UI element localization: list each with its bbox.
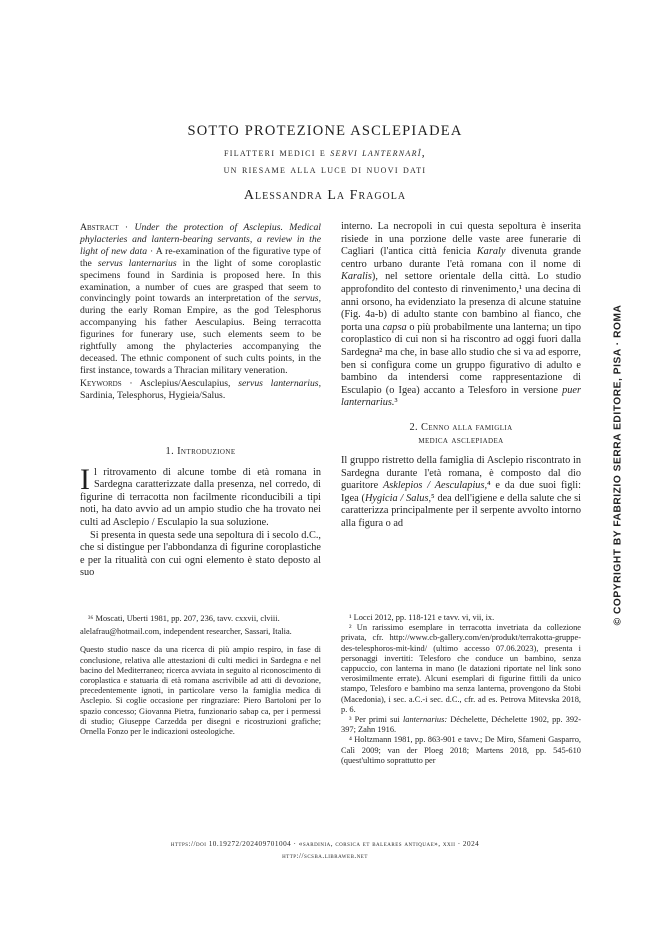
abstract-text: in the light of some coroplastic specimens found in Sardinia is proposed here. In this examination, a number of cues are grasped that seem to convincingly point towards an interpretation of the	[80, 257, 322, 305]
footnote-36: ³⁶ Moscati, Uberti 1981, pp. 207, 236, tavv. cxxvii, clviii.	[88, 614, 280, 623]
body-paragraph	[341, 221, 581, 410]
abstract-separator: ·	[118, 222, 135, 233]
footnote-2: ² Un rarissimo esemplare in terracotta invetriata da collezione privata, cfr. http://www.cb-gallery.com/en/produkt/terrakotta-gruppe-des-telesphoros-mit-kind/ (ultimo accesso 07.06.2023), presenta i personaggi invertiti: Telesforo che conduce un bambino, senza cappuccio, con lanterna in mano (le datazioni riportate nel link sono verosimilmente errate). Alcuni esemplari di figurine fittili da unico stampo, Telesforo e bambino ma senza lanterna, provengono da Stobi (Macedonia), i sec. a.C.-i sec. d.C., cfr. ad es. Petrova Mitevska 2018, p. 6.	[341, 623, 581, 714]
text: ³	[394, 397, 398, 409]
subtitle-part: filatteri medici e	[224, 147, 331, 159]
keywords-label: Keywords	[80, 377, 122, 389]
acknowledgements-note: Questo studio nasce da una ricerca di più ampio respiro, in fase di conclusione, relativa alle attestazioni di culti medici in Sardegna e nel bacino del Mediterraneo; ricerca avviata in seguito al riconoscimento di coroplastica e statuaria di età romana ascrivibile ad atti di devozione, precedentemente ignoti, in particolare verso la famiglia medica di Asclepio. Si coglie occasione per ringraziare: Piero Bartoloni per lo spazio concesso; Giovanna Pietra, funzionario sabap ca, per i permessi di studio; Giuseppe Carzedda per disegni e ricostruzioni grafiche; Ornella Fonzo per le indicazioni osteologiche.	[80, 645, 321, 737]
text-italic: Karalis	[341, 271, 372, 283]
abstract-label: Abstract	[80, 222, 119, 233]
left-column	[80, 446, 321, 580]
text-italic: capsa	[382, 321, 407, 333]
abstract-italic: servus,	[293, 293, 321, 305]
text: o più probabilmente una lanterna; un tipo coroplastico di cui non si ha riscontro ad oggi fuori dalla Sardegna² ma che, in base allo studio che si va ad esporre, ben si configura come un gruppo figurativo di adulto e bambino da intendersi come rappresentazione di Esculapio (o Igea) accanto a Telesforo in versione	[341, 321, 581, 396]
abstract-italic: servus lanternarius	[97, 257, 177, 269]
text-italic: Karaly	[476, 246, 506, 258]
keywords-text: · Asclepius/Aesculapius,	[121, 377, 239, 389]
text-italic: Hygicia / Salus,	[365, 492, 432, 504]
abstract	[80, 222, 321, 402]
author-name: Alessandra La Fragola	[243, 188, 407, 203]
intro-paragraph-2: Si presenta in questa sede una sepoltura di i secolo d.C., che si distingue per l'abbondanza di figurine coroplastiche e per la ritualità con cui ogni elemento è stato deposto al suo	[80, 529, 321, 579]
section-heading-introduzione: 1. Introduzione	[165, 446, 236, 457]
abstract-english-title: Under the protection of Asclepius. Medical phylacteries and lantern-bearing servants, a review in the light of new data	[80, 222, 322, 257]
text: divenuta grande centro urbano durante l'età romana con il nome di	[341, 246, 581, 270]
text-italic: lanternarius:	[402, 715, 448, 725]
footer-doi-line: https://doi 10.19272/202409701004 · «sardinia, corsica et baleares antiquae», xxii · 2024	[170, 840, 480, 848]
copyright-text: © COPYRIGHT BY FABRIZIO SERRA EDITORE, PISA · ROMA	[612, 304, 624, 626]
footnote-3	[341, 715, 581, 735]
subtitle-italic-part: servi lanternarî,	[330, 147, 426, 159]
author-affiliation: alelafrau@hotmail.com, independent researcher, Sassari, Italia.	[80, 627, 292, 637]
abstract-text: during the early Roman Empire, as the god Telesphorus accompanying his father Aesculapius. Being terracotta figurines for funerary use, such elements seem to be rightfully among the phylacteries accompanying the deceased. The ethnic component of such cults points, in the first instance, towards a Thracian military veneration.	[80, 305, 321, 376]
footnote-4: ⁴ Holtzmann 1981, pp. 863-901 e tavv.; De Miro, Sfameni Gasparro, Calì 2009; van der Ploeg 2018; Martens 2018, pp. 545-610 (quest'ultimo soprattutto per	[341, 735, 581, 765]
body-paragraph-2	[341, 455, 581, 531]
text: ⁴ e da due suoi figli: Igea (	[341, 480, 581, 504]
abstract-text: · A re-examination of the figurative type of the	[80, 245, 321, 269]
text: ⁵ dea dell'igiene e della salute che si caratterizza principalmente per il serpente avvolto intorno alla figura o ad	[341, 492, 581, 530]
text-italic: puer lanternarius.	[341, 384, 581, 409]
text: Déchelette, Déchelette 1902, pp. 392-397; Zahn 1916.	[341, 715, 581, 735]
text-italic: Asklepios / Aesculapius,	[382, 480, 488, 492]
drop-cap: I	[80, 462, 90, 496]
right-footnotes	[341, 613, 581, 766]
keywords	[80, 378, 321, 402]
article-title: SOTTO PROTEZIONE ASCLEPIADEA	[187, 123, 463, 139]
text: ), nel settore orientale della città. Lo studio approfondito del contesto di rinvenimento,¹ una decina di anni orsono, ha evidenziato la presenza di alcune statuine (Fig. 4a-b) di adulto stante con bambino al fianco, che porta una	[341, 271, 581, 333]
intro-paragraph: l ritrovamento di alcune tombe di età romana in Sardegna caratterizzate dalla presenza, nel corredo, di figurine di terracotta non facilmente riconducibili a tipi noti, ha dato avvio ad un ampio studio che ha trovato nei culti ad Asclepio / Esculapio la sua soluzione.	[80, 466, 321, 528]
right-column	[341, 221, 581, 531]
section-heading-famiglia-line-2: medica asclepiadea	[418, 434, 504, 446]
article-subtitle-line-1	[0, 147, 650, 159]
text: ³ Per primi sui	[349, 715, 403, 725]
keywords-italic: servus lanternarius,	[238, 377, 321, 389]
text: interno. La necropoli in cui questa sepoltura è inserita risiede in una porzione delle vaste aree funerarie di Cagliari (l'antica città fenicia	[341, 221, 581, 258]
article-subtitle-line-2: un riesame alla luce di nuovi dati	[223, 164, 427, 176]
section-heading-famiglia: 2. Cenno alla famiglia	[409, 421, 513, 433]
keywords-text: Sardinia, Telesphorus, Hygieia/Salus.	[80, 389, 226, 401]
footer-url: http://scsba.libraweb.net	[282, 852, 368, 860]
footnote-1: ¹ Locci 2012, pp. 118-121 e tavv. vi, vii, ix.	[349, 613, 495, 622]
copyright-sidebar	[608, 300, 628, 630]
text: Il gruppo ristretto della famiglia di Asclepio riscontrato in Sardegna durante l'età romana, è composto dal dio guaritore	[341, 455, 581, 492]
left-footnotes	[80, 614, 321, 737]
